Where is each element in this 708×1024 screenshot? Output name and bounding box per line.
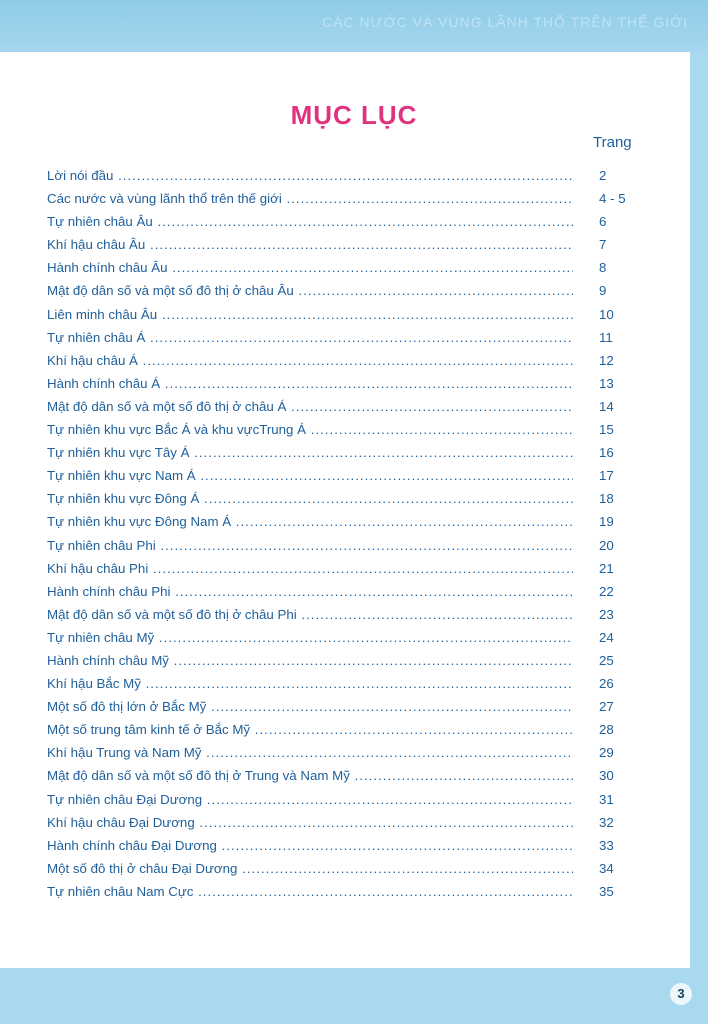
toc-entry[interactable] xyxy=(47,880,647,903)
toc-entry[interactable] xyxy=(47,649,647,672)
toc-entry-title: Tự nhiên khu vực Bắc Á và khu vựcTrung Á ..... xyxy=(47,418,573,441)
toc-entry[interactable] xyxy=(47,303,647,326)
toc-entry-title: Khí hậu Trung và Nam Mỹ ..... xyxy=(47,741,573,764)
toc-entry[interactable] xyxy=(47,187,647,210)
toc-entry[interactable] xyxy=(47,534,647,557)
toc-entry-page: 30 xyxy=(599,768,614,784)
toc-entry-page: 21 xyxy=(599,560,614,576)
toc-entry-title: Khí hậu châu Âu ..... xyxy=(47,233,573,256)
toc-entry-title: Mật độ dân số và một số đô thị ở châu Á ..... xyxy=(47,395,573,418)
toc-entry[interactable] xyxy=(47,210,647,233)
page-number-badge: 3 xyxy=(670,983,692,1005)
toc-entry-page: 12 xyxy=(599,352,614,368)
toc-entry-page: 6 xyxy=(599,214,607,230)
toc-entry-title: Một số đô thị lớn ở Bắc Mỹ ..... xyxy=(47,695,573,718)
toc-entry-page: 24 xyxy=(599,629,614,645)
toc-entry[interactable] xyxy=(47,764,647,787)
toc-entry-page: 9 xyxy=(599,283,607,299)
toc-entry-title: Liên minh châu Âu ..... xyxy=(47,303,573,326)
toc-entry-page: 4 - 5 xyxy=(599,191,626,207)
toc-entry[interactable] xyxy=(47,788,647,811)
toc-entry-title: Hành chính châu Âu ..... xyxy=(47,256,573,279)
toc-entry-title: Hành chính châu Phi ..... xyxy=(47,580,573,603)
toc-entry[interactable] xyxy=(47,811,647,834)
page-column-label: Trang xyxy=(593,134,632,151)
toc-entry-title: Khí hậu châu Đại Dương ..... xyxy=(47,811,573,834)
toc-entry[interactable] xyxy=(47,510,647,533)
toc-entry-page: 35 xyxy=(599,883,614,899)
toc-entry-page: 31 xyxy=(599,791,614,807)
toc-entry[interactable] xyxy=(47,256,647,279)
toc-entry-title: Tự nhiên châu Đại Dương ..... xyxy=(47,788,573,811)
toc-entry-page: 29 xyxy=(599,745,614,761)
toc-entry-page: 23 xyxy=(599,606,614,622)
toc-entry-title: Khí hậu Bắc Mỹ ..... xyxy=(47,672,573,695)
toc-entry-page: 2 xyxy=(599,168,607,183)
toc-entry[interactable] xyxy=(47,372,647,395)
toc-entry-title: Mật độ dân số và một số đô thị ở châu Âu ..... xyxy=(47,279,573,302)
toc-entry[interactable] xyxy=(47,603,647,626)
toc-entry-title: Các nước và vùng lãnh thổ trên thế giới ..... xyxy=(47,187,573,210)
toc-entry-title: Tự nhiên châu Á ..... xyxy=(47,326,573,349)
toc-entry-page: 11 xyxy=(599,329,613,345)
toc-entry[interactable] xyxy=(47,741,647,764)
toc-entry-page: 26 xyxy=(599,676,614,692)
toc-entry[interactable] xyxy=(47,233,647,256)
toc-entry-title: Tự nhiên châu Âu ..... xyxy=(47,210,573,233)
toc-entry[interactable] xyxy=(47,487,647,510)
toc-entry-title: Hành chính châu Á ..... xyxy=(47,372,573,395)
toc-entry[interactable] xyxy=(47,441,647,464)
toc-entry[interactable] xyxy=(47,164,647,187)
toc-entry[interactable] xyxy=(47,557,647,580)
toc-entry-page: 7 xyxy=(599,237,607,253)
toc-entry-page: 19 xyxy=(599,514,614,530)
toc-entry-page: 22 xyxy=(599,583,614,599)
toc-entry-title: Tự nhiên khu vực Đông Á ..... xyxy=(47,487,573,510)
toc-entry-title: Mật độ dân số và một số đô thị ở châu Phi ..... xyxy=(47,603,573,626)
toc-entry[interactable] xyxy=(47,857,647,880)
table-of-contents xyxy=(47,164,647,903)
toc-entry-title: Lời nói đầu ..... xyxy=(47,164,573,187)
toc-entry[interactable] xyxy=(47,672,647,695)
toc-entry-page: 27 xyxy=(599,699,614,715)
toc-entry-page: 25 xyxy=(599,652,614,668)
toc-entry[interactable] xyxy=(47,718,647,741)
toc-entry-page: 8 xyxy=(599,260,607,276)
toc-entry-title: Một số đô thị ở châu Đại Dương ..... xyxy=(47,857,573,880)
toc-entry-page: 15 xyxy=(599,422,614,438)
toc-entry-page: 14 xyxy=(599,398,614,414)
toc-entry-title: Khí hậu châu Á ..... xyxy=(47,349,573,372)
page-title: MỤC LỤC xyxy=(290,100,418,130)
toc-entry-title: Hành chính châu Mỹ ..... xyxy=(47,649,573,672)
toc-entry[interactable] xyxy=(47,626,647,649)
toc-entry-title: Tự nhiên châu Mỹ ..... xyxy=(47,626,573,649)
toc-entry[interactable] xyxy=(47,418,647,441)
toc-entry-title: Khí hậu châu Phi ..... xyxy=(47,557,573,580)
toc-entry[interactable] xyxy=(47,279,647,302)
toc-entry-page: 32 xyxy=(599,814,614,830)
toc-entry-page: 28 xyxy=(599,722,614,738)
toc-entry-title: Tự nhiên khu vực Đông Nam Á ..... xyxy=(47,510,573,533)
toc-entry-page: 34 xyxy=(599,860,614,876)
header-band-text: CÁC NƯỚC VÀ VÙNG LÃNH THỔ TRÊN THẾ GIỚI xyxy=(322,14,688,30)
toc-entry[interactable] xyxy=(47,695,647,718)
toc-entry-title: Tự nhiên khu vực Tây Á ..... xyxy=(47,441,573,464)
toc-entry-page: 20 xyxy=(599,537,614,553)
toc-entry-title: Mật độ dân số và một số đô thị ở Trung và Nam Mỹ ..... xyxy=(47,764,573,787)
toc-entry-title: Tự nhiên châu Nam Cực ..... xyxy=(47,880,573,903)
toc-entry-title: Hành chính châu Đại Dương ..... xyxy=(47,834,573,857)
toc-entry[interactable] xyxy=(47,395,647,418)
toc-entry-title: Một số trung tâm kinh tế ở Bắc Mỹ ..... xyxy=(47,718,573,741)
toc-entry-page: 10 xyxy=(599,306,614,322)
toc-entry-page: 16 xyxy=(599,445,614,461)
toc-entry-title: Tự nhiên châu Phi ..... xyxy=(47,534,573,557)
toc-entry[interactable] xyxy=(47,464,647,487)
toc-entry-page: 13 xyxy=(599,375,614,391)
toc-entry[interactable] xyxy=(47,580,647,603)
toc-entry[interactable] xyxy=(47,349,647,372)
toc-entry-title: Tự nhiên khu vực Nam Á ..... xyxy=(47,464,573,487)
toc-entry[interactable] xyxy=(47,326,647,349)
toc-entry-page: 33 xyxy=(599,837,614,853)
toc-entry-page: 18 xyxy=(599,491,614,507)
header-band xyxy=(0,0,708,52)
toc-entry[interactable] xyxy=(47,834,647,857)
toc-entry-page: 17 xyxy=(599,468,614,484)
footer-band xyxy=(0,968,708,1024)
